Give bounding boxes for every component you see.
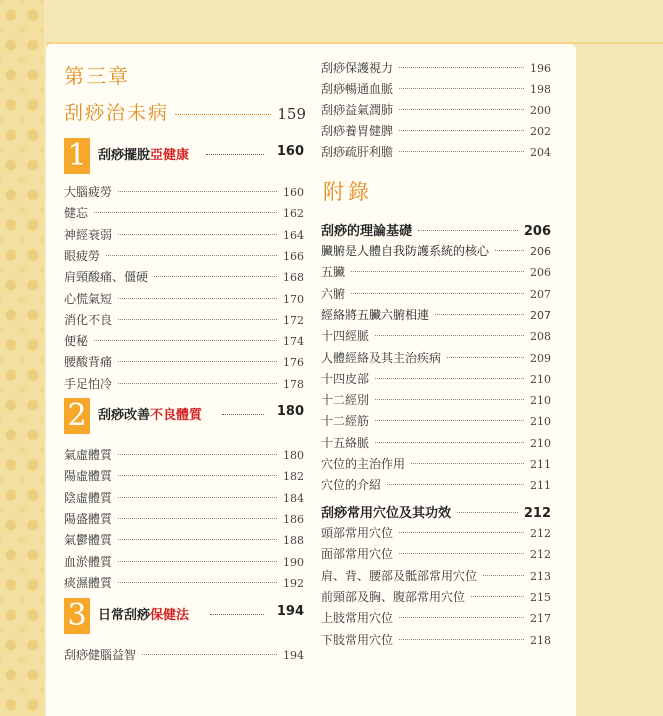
toc-entry-title: 六腑	[321, 286, 346, 301]
section-3-header[interactable]	[64, 598, 304, 634]
section-1-header[interactable]	[64, 138, 304, 174]
toc-entry[interactable]	[321, 263, 551, 281]
toc-entry[interactable]	[64, 574, 304, 592]
section-page: 194	[276, 604, 304, 619]
leader-dots	[94, 340, 277, 341]
toc-entry[interactable]	[321, 122, 551, 140]
toc-entry-page: 176	[283, 356, 304, 370]
leader-dots	[118, 518, 277, 519]
toc-entry-page: 210	[530, 372, 551, 386]
toc-entry-page: 194	[283, 649, 304, 662]
toc-entry-title: 肩、背、腰部及骶部常用穴位	[321, 568, 478, 583]
toc-entry-page: 212	[530, 548, 551, 562]
leader-dots	[399, 151, 524, 152]
toc-entry[interactable]	[64, 489, 304, 507]
toc-entry[interactable]	[321, 143, 551, 161]
toc-entry[interactable]	[321, 391, 551, 409]
toc-entry-page: 202	[530, 125, 551, 138]
leader-dots	[435, 314, 524, 315]
toc-entry-title: 刮痧暢通血脈	[321, 82, 394, 96]
leader-dots	[471, 596, 524, 597]
toc-entry-page: 215	[530, 590, 551, 604]
toc-entry-title: 十四經脈	[321, 329, 370, 344]
toc-entry[interactable]	[321, 242, 551, 260]
leader-dots	[94, 212, 277, 213]
toc-entry-title: 五臟	[321, 265, 346, 280]
toc-entry-title: 眼疲勞	[64, 248, 101, 263]
toc-entry-page: 210	[530, 415, 551, 429]
toc-entry[interactable]	[321, 631, 551, 649]
toc-entry-page: 192	[283, 576, 304, 590]
leader-dots	[118, 454, 277, 455]
appendix-group-2-title[interactable]: 刮痧常用穴位及其功效 212	[321, 506, 551, 521]
toc-entry[interactable]	[321, 370, 551, 388]
toc-entry-title: 氣虛體質	[64, 448, 113, 462]
leader-dots	[399, 532, 524, 533]
toc-entry[interactable]	[321, 567, 551, 585]
leader-dots	[375, 442, 524, 443]
section-number: 3	[64, 598, 90, 634]
leader-dots	[399, 639, 524, 640]
toc-entry-title: 穴位的主治作用	[321, 457, 406, 471]
toc-entry[interactable]	[64, 646, 304, 664]
toc-entry-title: 前頸部及胸、腹部常用穴位	[321, 589, 466, 604]
toc-entry[interactable]	[64, 553, 304, 571]
toc-entry-page: 172	[283, 313, 304, 327]
toc-entry-title: 上肢常用穴位	[321, 611, 394, 626]
toc-entry-page: 160	[283, 186, 304, 199]
toc-entry-page: 211	[530, 458, 551, 471]
toc-entry[interactable]	[64, 183, 304, 201]
leader-dots	[222, 414, 264, 415]
top-divider	[46, 42, 663, 44]
toc-entry-title: 刮痧疏肝利膽	[321, 145, 394, 159]
toc-entry[interactable]	[321, 455, 551, 473]
toc-entry-page: 184	[283, 491, 304, 505]
toc-entry-title: 經絡將五臟六腑相連	[321, 307, 430, 322]
chapter-heading	[64, 98, 306, 125]
toc-entry-page: 174	[283, 335, 304, 349]
toc-entry-page: 207	[530, 308, 551, 322]
toc-entry-title: 陰虛體質	[64, 490, 113, 505]
toc-entry-page: 210	[530, 394, 551, 408]
toc-entry-title: 痰濕體質	[64, 575, 113, 590]
leader-dots	[118, 383, 277, 384]
toc-entry-page: 206	[530, 245, 551, 258]
toc-entry[interactable]	[64, 311, 304, 329]
toc-entry-title: 心慌氣短	[64, 291, 113, 306]
toc-entry-title: 健忘	[64, 206, 89, 221]
toc-entry[interactable]	[321, 434, 551, 452]
toc-entry[interactable]	[64, 510, 304, 528]
leader-dots	[118, 361, 277, 362]
section-number: 2	[64, 398, 90, 434]
toc-entry-title: 十二經筋	[321, 414, 370, 429]
toc-entry-page: 211	[530, 479, 551, 493]
leader-dots	[447, 357, 524, 358]
appendix-group-1-title[interactable]: 刮痧的理論基礎 206	[321, 224, 551, 239]
appendix-title: 附錄	[323, 180, 373, 204]
leader-dots	[375, 335, 524, 336]
toc-entry[interactable]	[321, 80, 551, 98]
leader-dots	[154, 276, 277, 277]
toc-entry-title: 陽虛體質	[64, 469, 113, 484]
leader-dots	[175, 114, 271, 115]
toc-entry[interactable]	[64, 268, 304, 286]
section-number: 1	[64, 138, 90, 174]
toc-entry-page: 186	[283, 512, 304, 526]
toc-entry-title: 臟腑是人體自我防護系統的核心	[321, 244, 490, 258]
leader-dots	[118, 475, 277, 476]
toc-entry-page: 178	[283, 377, 304, 391]
leader-dots	[375, 399, 524, 400]
toc-entry-page: 209	[530, 351, 551, 365]
toc-entry-title: 大腦疲勞	[64, 185, 113, 199]
toc-entry-page: 166	[283, 249, 304, 263]
leader-dots	[399, 88, 524, 89]
toc-entry-page: 180	[283, 449, 304, 462]
toc-entry[interactable]	[64, 353, 304, 371]
leader-dots	[118, 497, 277, 498]
toc-entry[interactable]	[321, 412, 551, 430]
toc-entry-title: 人體經絡及其主治疾病	[321, 350, 442, 365]
toc-entry[interactable]	[321, 285, 551, 303]
leader-dots	[106, 255, 277, 256]
leader-dots	[483, 575, 524, 576]
toc-entry-title: 頭部常用穴位	[321, 526, 394, 540]
leader-dots	[399, 109, 524, 110]
toc-entry[interactable]	[64, 332, 304, 350]
leader-dots	[495, 250, 524, 251]
chapter-title: 第三章	[64, 64, 130, 88]
leader-dots	[118, 582, 277, 583]
toc-entry-title: 刮痧健腦益智	[64, 648, 137, 662]
leader-dots	[118, 319, 277, 320]
leader-dots	[210, 614, 264, 615]
toc-entry[interactable]	[321, 524, 551, 542]
toc-entry[interactable]	[321, 101, 551, 119]
leader-dots	[118, 234, 277, 235]
leader-dots	[351, 271, 524, 272]
toc-entry-title: 肩頸酸痛、僵硬	[64, 270, 149, 285]
toc-entry-page: 212	[530, 527, 551, 540]
toc-entry[interactable]	[321, 609, 551, 627]
toc-entry[interactable]	[64, 446, 304, 464]
leader-dots	[399, 67, 524, 68]
toc-entry[interactable]	[321, 349, 551, 367]
toc-entry-title: 腰酸背痛	[64, 355, 113, 370]
toc-entry-title: 十五絡脈	[321, 435, 370, 450]
section-title: 日常刮痧保健法	[98, 608, 190, 623]
toc-entry[interactable]	[321, 59, 551, 77]
leader-dots	[118, 561, 277, 562]
leader-dots	[118, 539, 277, 540]
toc-entry[interactable]	[64, 204, 304, 222]
toc-entry-title: 十二經別	[321, 393, 370, 408]
decorative-border	[0, 0, 44, 716]
toc-entry-title: 下肢常用穴位	[321, 632, 394, 647]
leader-dots	[118, 191, 277, 192]
toc-entry[interactable]	[321, 306, 551, 324]
toc-entry[interactable]	[321, 327, 551, 345]
toc-entry-title: 十四皮部	[321, 371, 370, 386]
leader-dots	[375, 420, 524, 421]
leader-dots	[142, 654, 277, 655]
toc-entry[interactable]	[64, 226, 304, 244]
toc-entry-page: 217	[530, 612, 551, 626]
leader-dots	[399, 130, 524, 131]
toc-entry-title: 陽盛體質	[64, 511, 113, 526]
leader-dots	[375, 378, 524, 379]
toc-entry[interactable]	[321, 476, 551, 494]
toc-entry-title: 血淤體質	[64, 554, 113, 569]
toc-entry-page: 200	[530, 104, 551, 117]
toc-entry-page: 204	[530, 146, 551, 159]
leader-dots	[206, 154, 264, 155]
toc-entry-title: 氣鬱體質	[64, 533, 113, 548]
section-2-header[interactable]	[64, 398, 304, 434]
toc-entry-page: 213	[530, 569, 551, 583]
toc-entry-page: 210	[530, 436, 551, 450]
section-page: 160	[276, 144, 304, 159]
toc-entry-page: 196	[530, 62, 551, 75]
leader-dots	[351, 293, 524, 294]
chapter-heading-page: 159	[277, 105, 306, 123]
toc-entry-page: 206	[530, 266, 551, 280]
toc-entry[interactable]	[321, 588, 551, 606]
toc-entry-page: 188	[283, 534, 304, 548]
toc-entry-title: 神經衰弱	[64, 227, 113, 242]
toc-entry-page: 207	[530, 287, 551, 301]
leader-dots	[387, 484, 524, 485]
section-title: 刮痧擺脫亞健康	[98, 148, 190, 163]
toc-page	[46, 42, 576, 716]
toc-entry-page: 170	[283, 292, 304, 306]
toc-entry-page: 164	[283, 228, 304, 242]
toc-entry[interactable]	[64, 467, 304, 485]
leader-dots	[399, 617, 524, 618]
toc-entry[interactable]	[64, 375, 304, 393]
toc-entry-title: 穴位的介紹	[321, 478, 382, 493]
toc-entry[interactable]	[321, 545, 551, 563]
toc-entry-page: 162	[283, 207, 304, 221]
toc-entry[interactable]	[64, 290, 304, 308]
toc-entry-title: 消化不良	[64, 312, 113, 327]
toc-entry-title: 手足怕冷	[64, 376, 113, 391]
chapter-heading-title: 刮痧治未病	[64, 102, 170, 124]
toc-entry-title: 便秘	[64, 334, 89, 349]
toc-entry[interactable]	[64, 531, 304, 549]
toc-entry-title: 刮痧保護視力	[321, 61, 394, 75]
toc-entry-page: 168	[283, 271, 304, 285]
toc-entry-title: 刮痧益氣潤肺	[321, 103, 394, 117]
toc-entry-page: 198	[530, 83, 551, 96]
toc-entry-page: 190	[283, 555, 304, 569]
section-title: 刮痧改善不良體質	[98, 408, 203, 423]
leader-dots	[118, 298, 277, 299]
toc-entry-title: 面部常用穴位	[321, 547, 394, 562]
toc-entry[interactable]	[64, 247, 304, 265]
toc-entry-title: 刮痧養胃健脾	[321, 124, 394, 138]
leader-dots	[399, 553, 524, 554]
section-page: 180	[276, 404, 304, 419]
leader-dots	[411, 463, 524, 464]
toc-entry-page: 208	[530, 330, 551, 344]
toc-entry-page: 182	[283, 470, 304, 484]
toc-entry-page: 218	[530, 633, 551, 647]
